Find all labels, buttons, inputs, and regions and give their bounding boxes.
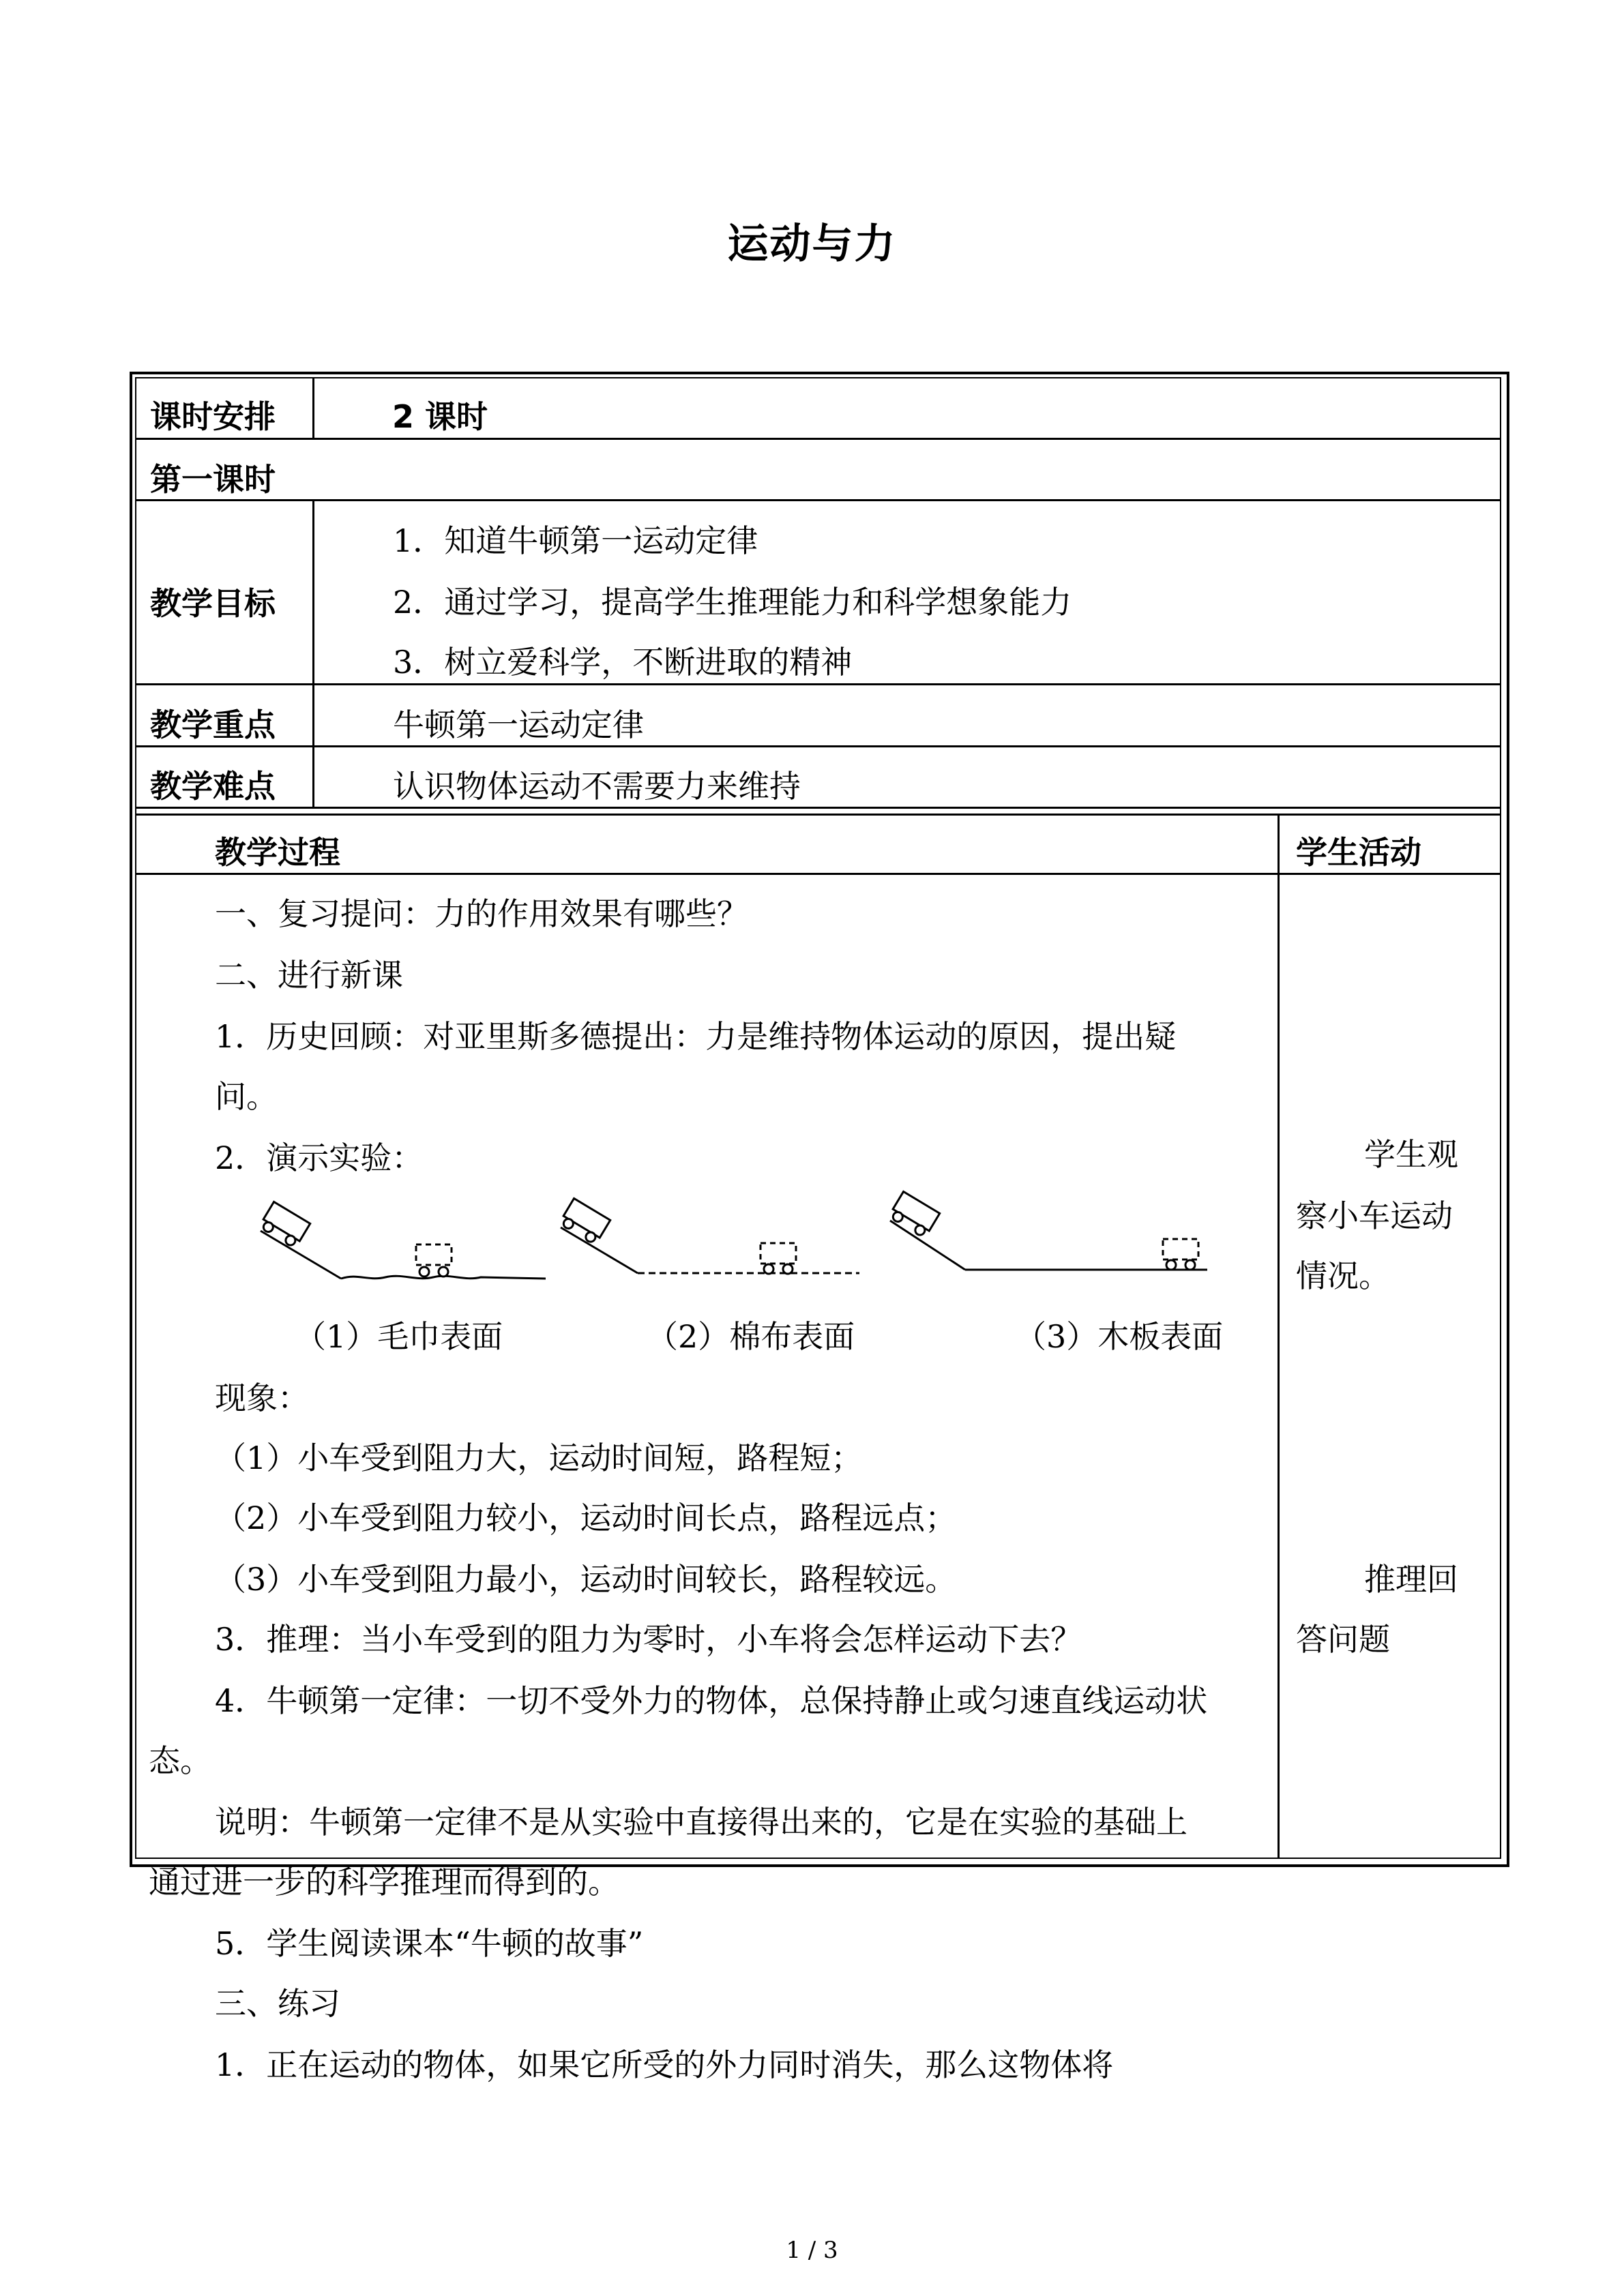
process-line: 5．学生阅读课本“牛顿的故事” xyxy=(215,1925,644,1962)
goal-item: 1．知道牛顿第一运动定律 xyxy=(393,522,758,559)
process-line: 3．推理：当小车受到的阻力为零时，小车将会怎样运动下去？ xyxy=(215,1621,1082,1658)
experiment-figure xyxy=(246,1190,1228,1292)
difficulty-value: 认识物体运动不需要力来维持 xyxy=(393,768,801,805)
difficulty-label: 教学难点 xyxy=(150,768,276,805)
goals-label: 教学目标 xyxy=(150,585,276,622)
row-divider xyxy=(135,683,1501,685)
row-divider-double xyxy=(135,807,1501,816)
page-number: 1 / 3 xyxy=(786,2237,838,2264)
activity-text: 答问题 xyxy=(1296,1621,1390,1658)
cart-icon xyxy=(259,1202,310,1249)
key-point-label: 教学重点 xyxy=(150,706,276,743)
activity-text: 学生观 xyxy=(1364,1136,1458,1173)
activity-text: 推理回 xyxy=(1364,1561,1458,1598)
process-column-header: 教学过程 xyxy=(215,834,340,871)
cart-stop-icon xyxy=(416,1244,452,1265)
process-line: 二、进行新课 xyxy=(215,957,403,994)
process-line: 问。 xyxy=(215,1078,278,1115)
cart-icon xyxy=(888,1191,939,1238)
key-point-value: 牛顿第一运动定律 xyxy=(393,706,644,743)
activity-text: 察小车运动 xyxy=(1296,1197,1453,1234)
cart-icon xyxy=(559,1198,610,1245)
row-divider xyxy=(135,438,1501,440)
process-line: 说明：牛顿第一定律不是从实验中直接得出来的，它是在实验的基础上 xyxy=(215,1804,1187,1840)
row-divider xyxy=(135,745,1501,747)
process-line: 现象： xyxy=(215,1380,309,1416)
goal-item: 2．通过学习，提高学生推理能力和科学想象能力 xyxy=(393,584,1072,621)
process-line: 4．牛顿第一定律：一切不受外力的物体，总保持静止或匀速直线运动状 xyxy=(215,1682,1208,1719)
process-line: （1）小车受到阻力大，运动时间短，路程短； xyxy=(215,1440,863,1476)
process-line: 三、练习 xyxy=(215,1985,340,2022)
cart-stop-icon xyxy=(761,1243,796,1264)
figure-caption: （1）毛巾表面 xyxy=(295,1318,503,1355)
process-line: 一、复习提问：力的作用效果有哪些？ xyxy=(215,895,748,932)
activity-text: 情况。 xyxy=(1296,1257,1390,1294)
schedule-label: 课时安排 xyxy=(150,398,276,435)
lesson-label: 第一课时 xyxy=(150,461,276,498)
process-line: 通过进一步的科学推理而得到的。 xyxy=(149,1864,619,1900)
process-line: （3）小车受到阻力最小，运动时间较长，路程较远。 xyxy=(215,1561,957,1598)
column-divider xyxy=(312,499,314,809)
column-divider xyxy=(312,377,314,438)
schedule-value: 2 课时 xyxy=(392,398,488,435)
process-line: 1．历史回顾：对亚里斯多德提出：力是维持物体运动的原因，提出疑 xyxy=(215,1018,1177,1055)
figure-caption: （3）木板表面 xyxy=(1015,1318,1224,1355)
cart-stop-icon xyxy=(1163,1239,1198,1259)
process-line: 1．正在运动的物体，如果它所受的外力同时消失，那么这物体将 xyxy=(215,2046,1114,2083)
row-divider xyxy=(135,499,1501,501)
row-divider xyxy=(135,873,1501,875)
activity-column-header: 学生活动 xyxy=(1296,834,1421,871)
column-divider xyxy=(1278,814,1280,1858)
process-line: 态。 xyxy=(149,1742,211,1779)
goal-item: 3．树立爱科学，不断进取的精神 xyxy=(393,644,853,681)
figure-caption: （2）棉布表面 xyxy=(647,1318,855,1355)
process-line: 2．演示实验： xyxy=(215,1139,424,1176)
page-title: 运动与力 xyxy=(727,220,897,268)
process-line: （2）小车受到阻力较小，运动时间长点，路程远点； xyxy=(215,1500,957,1536)
